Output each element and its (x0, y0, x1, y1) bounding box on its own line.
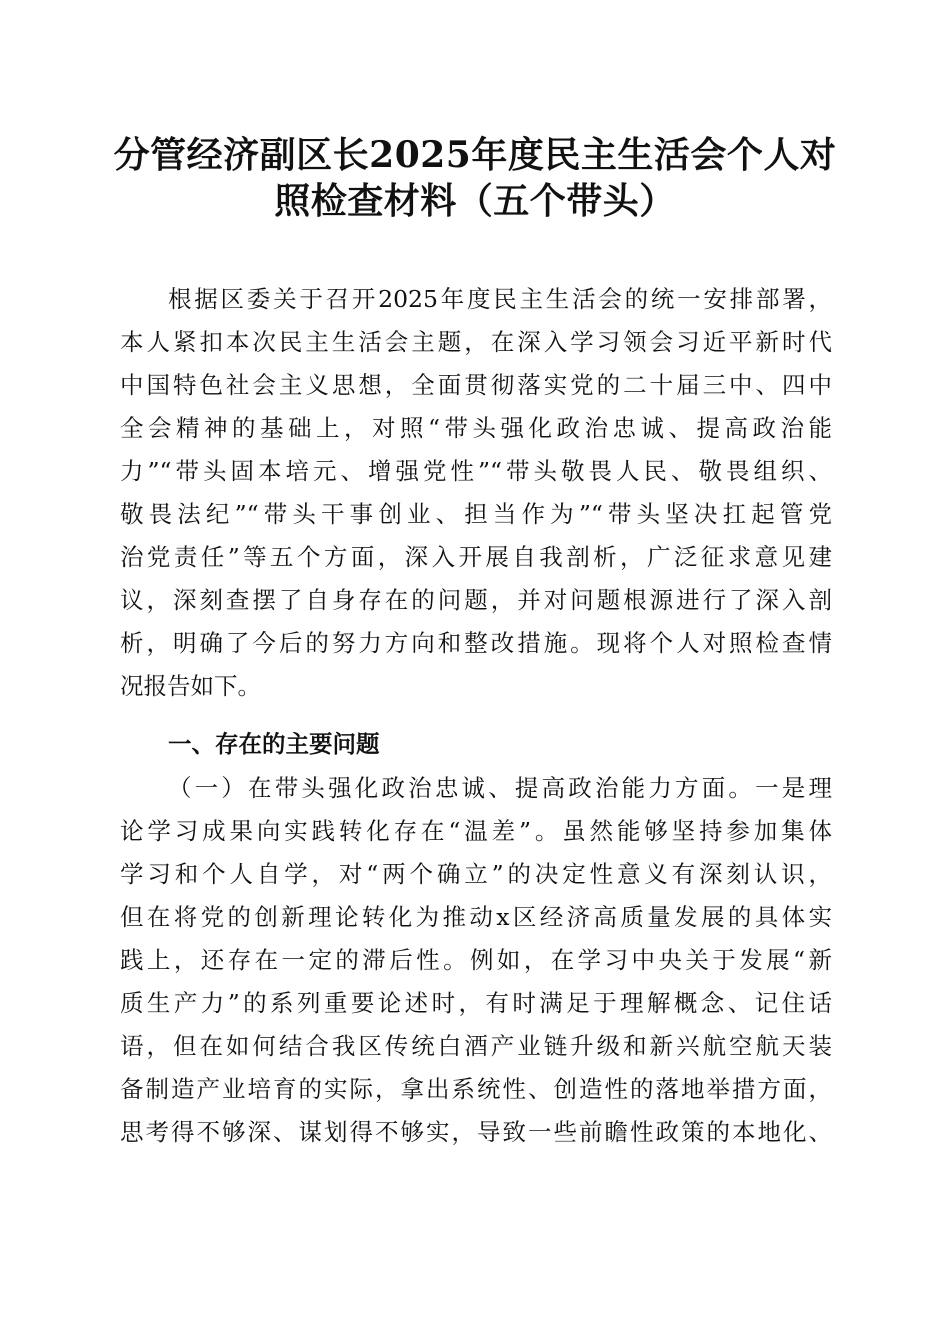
intro-line: 敬畏法纪”“带头干事创业、担当作为”“带头坚决扛起管党 (120, 500, 832, 528)
intro-line: 况报告如下。 (120, 672, 261, 700)
body-line: 论学习成果向实践转化存在“温差”。虽然能够坚持参加集体 (120, 817, 832, 845)
intro-line: 根据区委关于召开2025年度民主生活会的统一安排部署， (168, 285, 832, 313)
intro-line: 治党责任”等五个方面，深入开展自我剖析，广泛征求意见建 (120, 543, 832, 571)
body-line: 质生产力”的系列重要论述时，有时满足于理解概念、记住话 (120, 989, 832, 1017)
body-line: 语，但在如何结合我区传统白酒产业链升级和新兴航空航天装 (120, 1032, 832, 1060)
document-title (90, 132, 860, 224)
intro-line: 议，深刻查摆了自身存在的问题，并对问题根源进行了深入剖 (120, 586, 832, 614)
intro-line: 中国特色社会主义思想，全面贯彻落实党的二十届三中、四中 (120, 371, 832, 399)
body-line: （一）在带头强化政治忠诚、提高政治能力方面。一是理 (168, 774, 832, 802)
intro-line: 全会精神的基础上，对照“带头强化政治忠诚、提高政治能 (120, 414, 832, 442)
body-line: 践上，还存在一定的滞后性。例如，在学习中央关于发展“新 (120, 946, 832, 974)
section-heading: 一、存在的主要问题 (168, 730, 380, 758)
title-line-2: 照检查材料（五个带头） (274, 180, 676, 222)
body-line: 学习和个人自学，对“两个确立”的决定性意义有深刻认识， (120, 860, 832, 888)
body-line: 但在将党的创新理论转化为推动x区经济高质量发展的具体实 (120, 903, 832, 931)
intro-line: 析，明确了今后的努力方向和整改措施。现将个人对照检查情 (120, 629, 832, 657)
body-line: 思考得不够深、谋划得不够实，导致一些前瞻性政策的本地化、 (120, 1118, 832, 1146)
intro-line: 本人紧扣本次民主生活会主题，在深入学习领会习近平新时代 (120, 328, 832, 356)
intro-line: 力”“带头固本培元、增强党性”“带头敬畏人民、敬畏组织、 (120, 457, 832, 485)
title-line-1: 分管经济副区长2025年度民主生活会个人对 (113, 134, 837, 176)
body-line: 备制造产业培育的实际，拿出系统性、创造性的落地举措方面， (120, 1075, 832, 1103)
